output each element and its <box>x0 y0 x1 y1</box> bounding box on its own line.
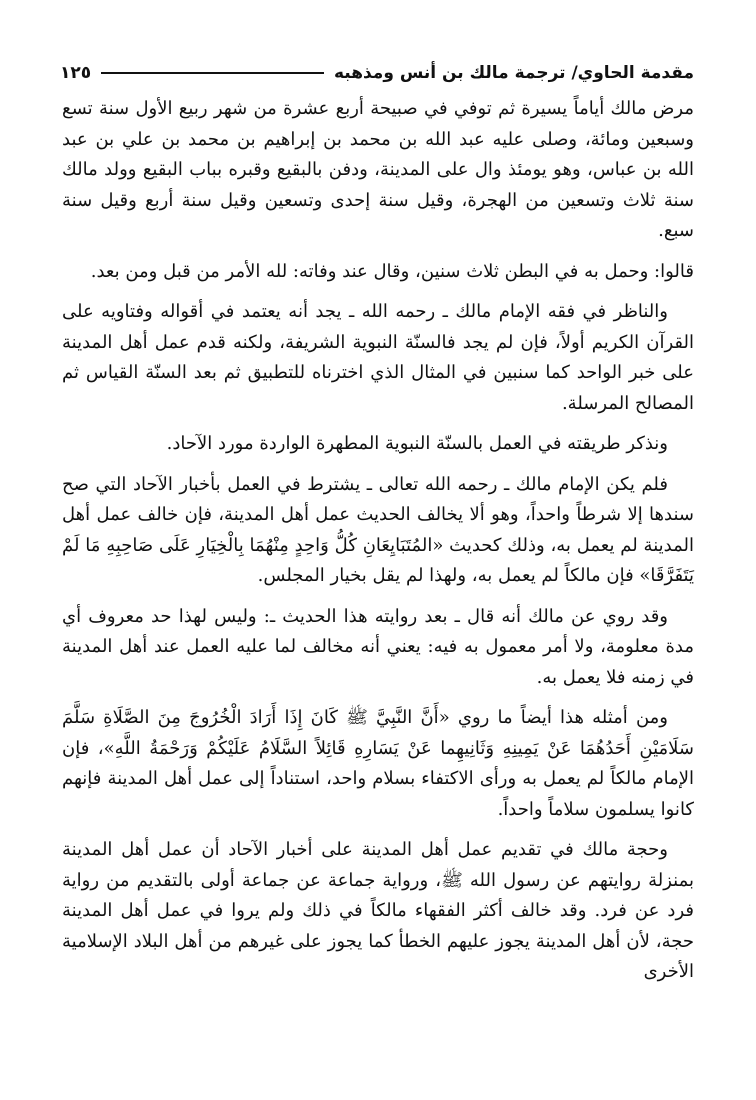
paragraph-pregnancy: قالوا: وحمل به في البطن ثلاث سنين، وقال عند وفاته: لله الأمر من قبل ومن بعد. <box>90 260 694 282</box>
running-header <box>60 56 694 90</box>
paragraph-salam-example: ومن أمثله هذا أيضاً ما روي «أَنَّ النَّبِيَّ ﷺ كَانَ إِذَا أَرَادَ الْخُرُوجَ مِنَ الصَّلَاةِ سَلَّمَ سَلَامَيْنِ أَحَدُهُمَا عَنْ يَمِينِهِ وَثَانِيهِما عَنْ يَسَارِهِ قَائِلاً السَّلَامُ عَلَيْكُمْ وَرَحْمَةُ اللَّهِ»، فإن الإمام مالكاً لم يعمل به ورأى الاكتفاء بسلام واحد، استناداً إلى عمل أهل المدينة فإنهم كانوا يسلمون سلاماً واحداً. <box>62 707 694 820</box>
paragraph-narration: وقد روي عن مالك أنه قال ـ بعد روايته هذا الحديث ـ: وليس لهذا حد معروف أي مدة معلومة، ولا أمر معمول به فيه: يعني أنه مخالف لما عليه العمل عند أهل المدينة في زمنه فلا يعمل به. <box>62 605 694 688</box>
paragraph-ahad-condition: فلم يكن الإمام مالك ـ رحمه الله تعالى ـ يشترط في العمل بأخبار الآحاد التي صح سندها إلا شرطاً واحداً، وهو ألا يخالف الحديث عمل أهل المدينة، فإن خالف عمل أهل المدينة لم يعمل به، وذلك كحديث «المُتَبَايِعَانِ كُلُّ وَاحِدٍ مِنْهُمَا بِالْخِيَارِ عَلَى صَاحِبِهِ مَا لَمْ يَتَفَرَّقَا» فإن مالكاً لم يعمل به، ولهذا لم يقل بخيار المجلس. <box>62 473 694 586</box>
paragraph-death-of-malik: مرض مالك أياماً يسيرة ثم توفي في صبيحة أربع عشرة من شهر ربيع الأول سنة تسع وسبعين ومائة، وصلى عليه عبد الله بن محمد بن إبراهيم بن محمد بن علي بن عبد الله بن عباس، وهو يومئذ وال على المدينة، ودفن بالبقيع وقبره بباب البقيع وولد مالك سنة ثلاث وتسعين من الهجرة، وقيل سنة إحدى وتسعين وقيل سنة أربع وقيل سنة سبع. <box>62 98 694 241</box>
header-title: مقدمة الحاوي/ ترجمة مالك بن أنس ومذهبه <box>333 63 694 83</box>
page-number: ١٢٥ <box>60 63 92 83</box>
paragraph-fiqh-sources: والناظر في فقه الإمام مالك ـ رحمه الله ـ يجد أنه يعتمد في أقواله وفتاويه على القرآن الكريم أولاً، فإن لم يجد فالسنّة النبوية الشريفة، ولكنه قدم عمل أهل المدينة على خبر الواحد كما سنبين في المثال الذي اخترناه للتطبيق ثم بعد السنّة القياس ثم المصالح المرسلة. <box>62 301 694 414</box>
body-text <box>62 94 694 998</box>
paragraph-madinah-argument: وحجة مالك في تقديم عمل أهل المدينة على أخبار الآحاد أن عمل أهل المدينة بمنزلة روايتهم عن رسول الله ﷺ، ورواية جماعة عن جماعة أولى بالتقديم من رواية فرد عن فرد. وقد خالف أكثر الفقهاء مالكاً في ذلك ولم يروا في عمل أهل المدينة حجة، لأن أهل المدينة يجوز عليهم الخطأ كما يجوز على غيرهم من أهل البلاد الإسلامية الأخرى <box>62 839 694 982</box>
paragraph-ahad-method: ونذكر طريقته في العمل بالسنّة النبوية المطهرة الواردة مورد الآحاد. <box>166 433 668 454</box>
header-rule <box>101 72 324 74</box>
